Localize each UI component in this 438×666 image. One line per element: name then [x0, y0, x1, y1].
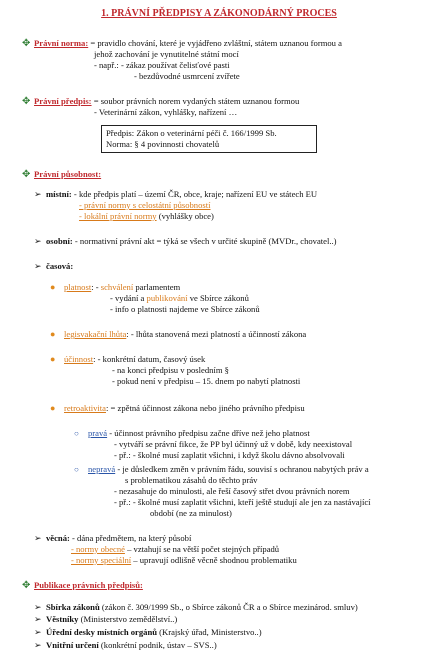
arrow-bullet-icon: ➢: [34, 640, 42, 650]
pravni-predpis-line-2: - Veterinární zákon, vyhlášky, nařízení …: [94, 107, 238, 117]
vecna-line-3: - normy speciální – upravují odlišně věcně shodnou problematiku: [71, 555, 297, 565]
pravni-norma-line-3: - např.: - zákaz používat čelisťové pasti: [94, 60, 230, 70]
arrow-bullet-icon: ➢: [34, 533, 42, 543]
dot-bullet-icon: ●: [50, 354, 56, 364]
arrow-bullet-icon: ➢: [34, 261, 42, 271]
arrow-bullet-icon: ➢: [34, 614, 42, 624]
arrow-bullet-icon: ➢: [34, 189, 42, 199]
dot-bullet-icon: ●: [50, 282, 56, 292]
pravni-norma-line-2: jehož zachování je vynutitelné státní mocí: [94, 49, 239, 59]
publikace-item-uredni-desky: Úřední desky místních orgánů (Krajský úřad, Ministerstvo..): [46, 627, 262, 637]
neprava-line-3: - nezasahuje do minulosti, ale řeší časový střet dvou právních norem: [114, 486, 350, 496]
casova-heading: časová:: [46, 261, 74, 271]
platnost-line-2: - vydání a publikování ve Sbírce zákonů: [110, 293, 249, 303]
mistni-line-3: - lokální právní normy (vyhlášky obce): [79, 211, 214, 221]
legisvakacni-line-1: legisvakační lhůta: - lhůta stanovená mezi platností a účinností zákona: [64, 329, 307, 339]
section-heading-publikace: Publikace právních předpisů:: [34, 580, 143, 590]
neprava-line-4: - př.: - školné musí zaplatit všichni, kteří ještě studují ale jen za nastávající: [114, 497, 371, 507]
prava-line-2: - vytváří se právní fikce, že PP byl účinný už v době, kdy neexistoval: [114, 439, 353, 449]
prava-line-1: pravá - účinnost právního předpisu začne dříve než jeho platnost: [88, 428, 310, 438]
pravni-norma-line-1: Právní norma: = pravidlo chování, které je vyjádřeno zvláštní, státem uznanou formou a: [34, 38, 342, 48]
publikace-item-vnitrni-urceni: Vnitřní určení (konkrétní podnik, ústav – SVS..): [46, 640, 217, 650]
platnost-line-3: - info o platnosti najdeme ve Sbírce zákonů: [110, 304, 260, 314]
mistni-line-2: - právní normy s celostátní působností: [79, 200, 211, 210]
diamond-bullet-icon: ✥: [22, 580, 31, 591]
example-box-line-2: Norma: § 4 povinnosti chovatelů: [106, 139, 220, 149]
pravni-norma-line-4: - bezdůvodné usmrcení zvířete: [134, 71, 240, 81]
neprava-line-1: nepravá - je důsledkem změn v právním řádu, souvisí s ochranou nabytých práv a: [88, 464, 369, 474]
arrow-bullet-icon: ➢: [34, 602, 42, 612]
page-title: 1. PRÁVNÍ PŘEDPISY A ZÁKONODÁRNÝ PROCES: [101, 8, 337, 19]
neprava-line-2: s problematikou zásahů do těchto práv: [125, 475, 258, 485]
circle-bullet-icon: ○: [74, 465, 79, 474]
publikace-item-sbirka: Sbírka zákonů (zákon č. 309/1999 Sb., o Sbírce zákonů ČR a o Sbírce mezinárod. smluv): [46, 602, 358, 612]
circle-bullet-icon: ○: [74, 429, 79, 438]
section-heading-pusobnost: Právní působnost:: [34, 169, 102, 179]
pravni-predpis-line-1: Právní předpis: = soubor právních norem vydaných státem uznanou formou: [34, 96, 300, 106]
retroaktivita-line-1: retroaktivita: = zpětná účinnost zákona nebo jiného právního předpisu: [64, 403, 305, 413]
neprava-line-5: období (ne za minulost): [150, 508, 232, 518]
ucinnost-line-2: - na konci předpisu v posledním §: [112, 365, 229, 375]
arrow-bullet-icon: ➢: [34, 236, 42, 246]
platnost-line-1: platnost: - schválení parlamentem: [64, 282, 181, 292]
arrow-bullet-icon: ➢: [34, 627, 42, 637]
publikace-item-vestniky: Věstníky (Ministerstvo zemědělství..): [46, 614, 178, 624]
mistni-line-1: místní: - kde předpis platí – území ČR, obce, kraje; nařízení EU ve státech EU: [46, 189, 318, 199]
diamond-bullet-icon: ✥: [22, 38, 31, 49]
dot-bullet-icon: ●: [50, 329, 56, 339]
ucinnost-line-3: - pokud není v předpisu – 15. dnem po nabytí platnosti: [112, 376, 301, 386]
prava-line-3: - př.: - školné musí zaplatit všichni, i když školu dávno absolvovali: [114, 450, 345, 460]
diamond-bullet-icon: ✥: [22, 96, 31, 107]
example-box-line-1: Předpis: Zákon o veterinární péči č. 166/1999 Sb.: [106, 128, 277, 138]
vecna-line-1: věcná: - dána předmětem, na který působí: [46, 533, 192, 543]
diamond-bullet-icon: ✥: [22, 169, 31, 180]
vecna-line-2: - normy obecné – vztahují se na větší počet stejných případů: [71, 544, 280, 554]
ucinnost-line-1: účinnost: - konkrétní datum, časový úsek: [64, 354, 206, 364]
osobni-line-1: osobní: - normativní právní akt = týká se všech v určité skupině (MVDr., chovatel..): [46, 236, 337, 246]
dot-bullet-icon: ●: [50, 403, 56, 413]
